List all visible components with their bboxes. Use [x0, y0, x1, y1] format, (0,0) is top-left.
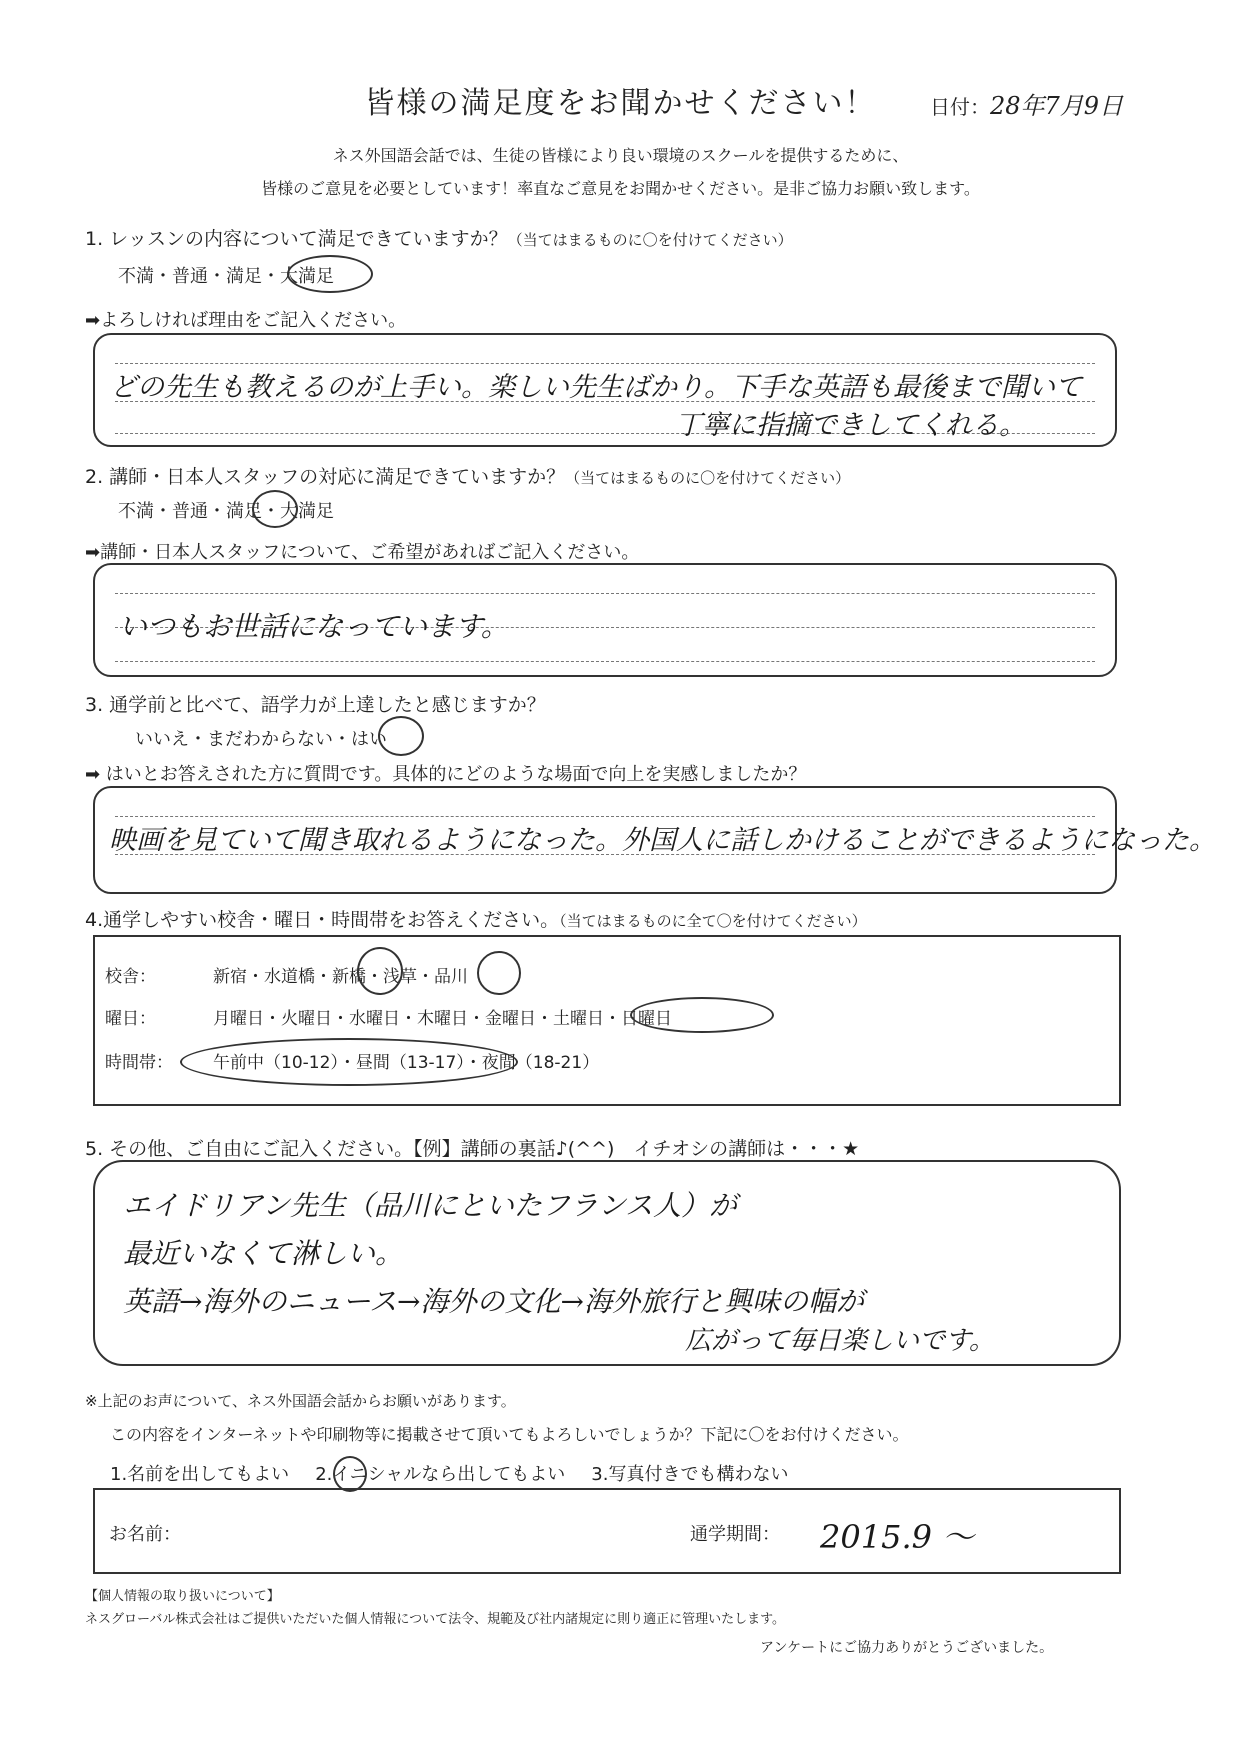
- q1-answer-box: [93, 333, 1117, 447]
- date-field: [930, 86, 1123, 121]
- q2-selection-circle: [252, 490, 298, 528]
- q3-answer-box: [93, 786, 1216, 894]
- q1-question-text: 1. レッスンの内容について満足できていますか？: [85, 228, 508, 250]
- time-label: 時間帯：: [105, 1053, 173, 1073]
- q1-answer-line-1: どの先生も教えるのが上手い。楽しい先生ばかり。下手な英語も最後まで聞いて: [110, 372, 1082, 403]
- q2-note: （当てはまるものに〇を付けてください）: [565, 469, 851, 487]
- q4-note: （当てはまるものに全て〇を付けてください）: [559, 912, 867, 930]
- q1-selection-circle: [287, 255, 373, 293]
- school-label: 校舎：: [105, 967, 156, 987]
- privacy-heading: 【個人情報の取り扱いについて】: [85, 1589, 280, 1604]
- school-circle-shinbashi: [357, 947, 403, 995]
- privacy-text: ネスグローバル株式会社はご提供いただいた個人情報について法令、規範及び社内諸規定に則り適正に管理いたします。: [85, 1612, 786, 1627]
- q4-options-box: [93, 935, 1121, 1106]
- thanks-text: アンケートにご協力ありがとうございました。: [760, 1640, 1054, 1656]
- q4-question-text: 4.通学しやすい校舎・曜日・時間帯をお答えください。: [85, 909, 560, 931]
- q1-question: [85, 224, 793, 251]
- q5-question: 5. その他、ご自由にご記入ください。【例】講師の裏話♪(^^) イチオシの講師は・・・★: [85, 1138, 860, 1160]
- q5-answer-line-4: 広がって毎日楽しいです。: [685, 1326, 995, 1356]
- q3-selection-circle: [378, 716, 424, 756]
- consent-notice: ※上記のお声について、ネス外国語会話からお願いがあります。: [85, 1392, 516, 1410]
- date-value: 28年7月9日: [990, 92, 1124, 120]
- q1-reason-prompt: ➡よろしければ理由をご記入ください。: [85, 310, 407, 331]
- time-circle: [180, 1038, 518, 1086]
- school-values: 新宿・水道橋・新橋・浅草・品川: [213, 967, 468, 987]
- q3-question: 3. 通学前と比べて、語学力が上達したと感じますか？: [85, 694, 546, 716]
- q3-answer: 映画を見ていて聞き取れるようになった。外国人に話しかけることができるようになった。: [109, 825, 1216, 856]
- q3-options: いいえ・まだわからない・はい: [135, 729, 387, 750]
- consent-selection-circle: [333, 1456, 367, 1492]
- q1-note: （当てはまるものに〇を付けてください）: [507, 231, 793, 249]
- day-circle-weekend: [630, 997, 774, 1033]
- name-period-box: [93, 1488, 1121, 1574]
- q2-reason-prompt: ➡講師・日本人スタッフについて、ご希望があればご記入ください。: [85, 542, 640, 563]
- q5-answer-line-3: 英語→海外のニュース→海外の文化→海外旅行と興味の幅が: [123, 1285, 864, 1318]
- period-value: 2015.9 ～: [820, 1518, 975, 1556]
- page-title: 皆様の満足度をお聞かせください！: [364, 86, 877, 121]
- consent-option-2: 2.イニシャルなら出してもよい: [315, 1464, 566, 1485]
- intro-line-2: 皆様のご意見を必要としています！率直なご意見をお聞かせください。是非ご協力お願い致します。: [261, 179, 980, 198]
- consent-options: [110, 1460, 788, 1486]
- q2-answer-box: [93, 563, 1117, 677]
- day-label: 曜日：: [105, 1009, 156, 1029]
- date-label: 日付：: [930, 95, 990, 119]
- q5-answer-line-1: エイドリアン先生（品川にといたフランス人）が: [123, 1189, 738, 1222]
- q2-answer: いつもお世話になっています。: [119, 610, 509, 643]
- period-label: 通学期間：: [690, 1524, 780, 1545]
- consent-option-3: 3.写真付きでも構わない: [591, 1464, 789, 1485]
- consent-request: この内容をインターネットや印刷物等に掲載させて頂いてもよろしいでしょうか？下記に〇をお付けください。: [110, 1425, 909, 1444]
- day-values: 月曜日・火曜日・水曜日・木曜日・金曜日・土曜日・日曜日: [213, 1009, 672, 1029]
- q5-answer-box: [93, 1160, 1121, 1366]
- intro-line-1: ネス外国語会話では、生徒の皆様により良い環境のスクールを提供するために、: [332, 146, 909, 165]
- q4-question: [85, 905, 867, 932]
- q1-answer-line-2: 丁寧に指摘できしてくれる。: [675, 410, 1026, 441]
- consent-option-1: 1.名前を出してもよい: [110, 1464, 290, 1485]
- name-label: お名前：: [109, 1524, 181, 1545]
- q3-followup: ➡ はいとお答えされた方に質問です。具体的にどのような場面で向上を実感しましたか？: [85, 764, 807, 785]
- q1-options: 不満・普通・満足・大満足: [118, 266, 334, 287]
- q2-options: 不満・普通・満足・大満足: [118, 501, 334, 522]
- q2-question-text: 2. 講師・日本人スタッフの対応に満足できていますか？: [85, 466, 566, 488]
- school-circle-shinagawa: [477, 951, 521, 995]
- q2-question: [85, 462, 850, 489]
- q5-answer-line-2: 最近いなくて淋しい。: [123, 1237, 404, 1270]
- time-values: 午前中（10-12）・昼間（13-17）・夜間（18-21）: [213, 1053, 600, 1073]
